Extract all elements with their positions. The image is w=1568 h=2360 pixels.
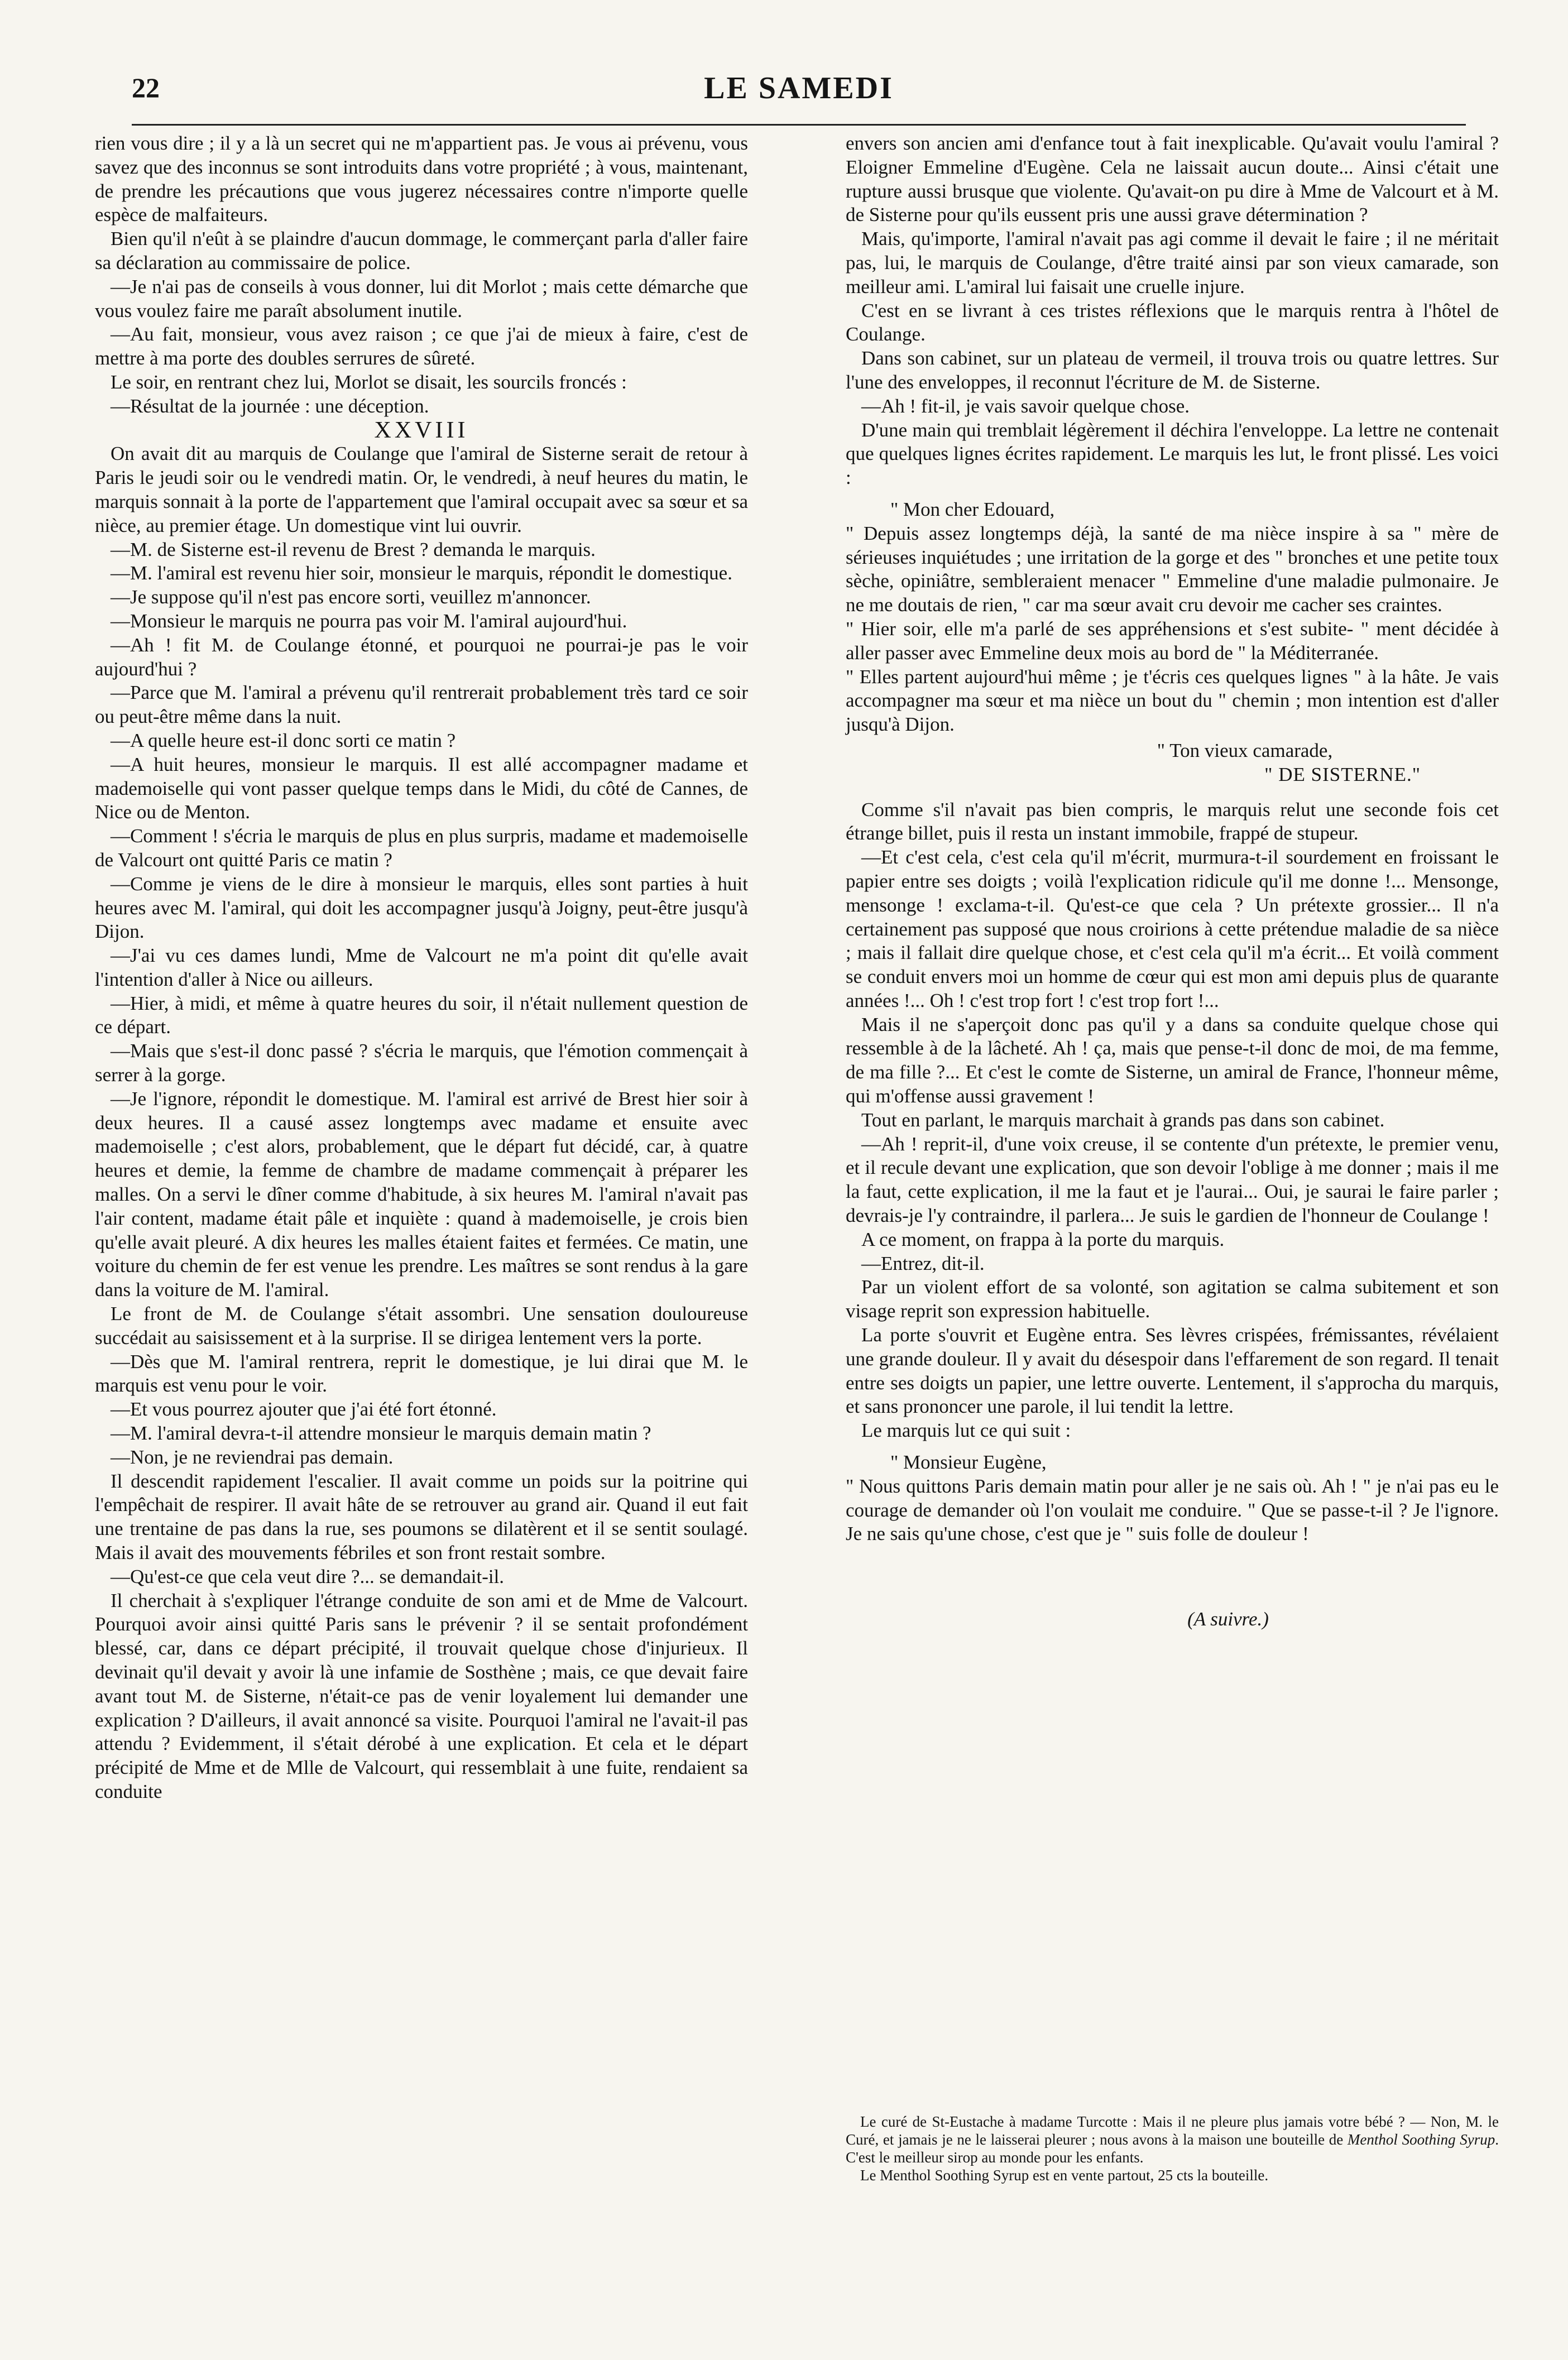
paragraph: On avait dit au marquis de Coulange que l'amiral de Sisterne serait de retour à Paris le jeudi soir ou le vendredi matin. Or, le vendredi, à neuf heures du matin, le marquis sonnait à la porte de l'appartement que l'amiral occupait avec sa sœur et sa nièce, au premier étage. Un domestique vint lui ouvrir. <box>95 443 748 536</box>
paragraph: Le front de M. de Coulange s'était assombri. Une sensation douloureuse succédait au saisissement et à la surprise. Il se dirigea lentement vers la porte. <box>95 1303 748 1349</box>
paragraph: La porte s'ouvrit et Eugène entra. Ses lèvres crispées, frémissantes, révélaient une grande douleur. Il y avait du désespoir dans l'effarement de son regard. Il tenait entre ses doigts un papier, une lettre ouverte. Lentement, il s'approcha du marquis, et sans prononcer une parole, il lui tendit la lettre. <box>846 1324 1499 1418</box>
paragraph: —Non, je ne reviendrai pas demain. <box>111 1446 394 1468</box>
product-name: Menthol Soothing Syrup <box>1347 2131 1495 2148</box>
paragraph: Comme s'il n'avait pas bien compris, le marquis relut une seconde fois cet étrange billet, puis il resta un instant immobile, frappé de stupeur. <box>846 798 1499 845</box>
paragraph: —Résultat de la journée : une déception. <box>111 395 429 417</box>
letter-paragraph: " Elles partent aujourd'hui même ; je t'écris ces quelques lignes " à la hâte. Je vais accompagner ma sœur et ma nièce un bout du " chemin ; mon intention est d'aller jusqu'à Dijon. <box>846 665 1499 736</box>
paragraph: A ce moment, on frappa à la porte du marquis. <box>861 1228 1225 1250</box>
letter-paragraph: " Hier soir, elle m'a parlé de ses appréhensions et s'est subite- " ment décidée à aller passer avec Emmeline deux mois au bord de " la Méditerranée. <box>846 617 1499 664</box>
paragraph: D'une main qui tremblait légèrement il déchira l'enveloppe. La lettre ne contenait que quelques lignes écrites rapidement. Le marquis les lut, le front plissé. Les voici : <box>846 419 1499 489</box>
paragraph: Bien qu'il n'eût à se plaindre d'aucun dommage, le commerçant parla d'aller faire sa déclaration au commissaire de police. <box>95 228 748 274</box>
paragraph: Il descendit rapidement l'escalier. Il avait comme un poids sur la poitrine qui l'empêchait de respirer. Il avait hâte de se retrouver au grand air. Quand il eut fait une trentaine de pas dans la rue, ses poumons se dilatèrent et il se sentit soulagé. Mais il avait des mouvements fébriles et son front restait sombre. <box>95 1470 748 1564</box>
paragraph: —Qu'est-ce que cela veut dire ?... se demandait-il. <box>111 1565 505 1587</box>
to-be-continued: (A suivre.) <box>1187 1608 1269 1630</box>
paragraph: Le soir, en rentrant chez lui, Morlot se disait, les sourcils froncés : <box>111 371 627 393</box>
letter-signature: " DE SISTERNE." <box>1264 763 1421 785</box>
letter-paragraph: " Nous quittons Paris demain matin pour aller je ne sais où. Ah ! " je n'ai pas eu le courage de demander où l'on voulait me conduire. " Que se passe-t-il ? Je l'ignore. Je ne sais qu'une chose, c'est que je " suis folle de douleur ! <box>846 1475 1499 1545</box>
paragraph: —A huit heures, monsieur le marquis. Il est allé accompagner madame et mademoiselle qui vont passer quelque temps dans le Midi, du côté de Cannes, de Nice ou de Menton. <box>95 753 748 823</box>
emmeline-letter <box>846 1451 1499 1546</box>
letter-closing: " Ton vieux camarade, <box>1157 739 1333 761</box>
notice-price: Le Menthol Soothing Syrup est en vente partout, 25 cts la bouteille. <box>860 2167 1269 2184</box>
paragraph: —Et c'est cela, c'est cela qu'il m'écrit, murmura-t-il sourdement en froissant le papier entre ses doigts ; voilà l'explication ridicule qu'il me donne !... Mensonge, mensonge ! exclama-t-il. Qu'est-ce que cela ? Un prétexte grossier... Il n'a certainement pas supposé que nous croirions à cette prétendue maladie de sa nièce ; mais il fallait dire quelque chose, et c'est cela qu'il m'a écrit... Et voilà comment se conduit envers moi un homme de cœur qui est mon ami depuis plus de quarante années !... Oh ! c'est trop fort ! c'est trop fort !... <box>846 846 1499 1011</box>
paragraph: —A quelle heure est-il donc sorti ce matin ? <box>111 729 456 751</box>
paragraph: —Je suppose qu'il n'est pas encore sorti, veuillez m'annoncer. <box>111 586 591 608</box>
paragraph: —M. l'amiral est revenu hier soir, monsieur le marquis, répondit le domestique. <box>111 562 732 584</box>
paragraph: Le marquis lut ce qui suit : <box>861 1419 1071 1442</box>
letter-salutation: " Monsieur Eugène, <box>890 1451 1047 1474</box>
paragraph: —Je l'ignore, répondit le domestique. M. l'amiral est arrivé de Brest hier soir à deux heures. Il a causé assez longtemps avec madame et ensuite avec mademoiselle ; c'est alors, probablement, que le départ fut décidé, car, à quatre heures et demie, la femme de chambre de madame commençait à préparer les malles. On a servi le dîner comme d'habitude, à six heures M. l'amiral n'avait pas l'air content, madame était pâle et inquiète : quand à mademoiselle, je crois bien qu'elle avait pleuré. A dix heures les malles étaient faites et fermées. Ce matin, une voiture du chemin de fer est venue les prendre. Les maîtres se sont rendus à la gare dans la voiture de M. l'amiral. <box>95 1087 748 1301</box>
spacer <box>846 787 1499 798</box>
paragraph: —M. l'amiral devra-t-il attendre monsieur le marquis demain matin ? <box>111 1422 651 1445</box>
publication-title: LE SAMEDI <box>704 71 894 105</box>
paragraph: —M. de Sisterne est-il revenu de Brest ? demanda le marquis. <box>111 538 596 560</box>
paragraph: —Mais que s'est-il donc passé ? s'écria le marquis, que l'émotion commençait à serrer à la gorge. <box>95 1040 748 1086</box>
paragraph: C'est en se livrant à ces tristes réflexions que le marquis rentra à l'hôtel de Coulange. <box>846 299 1499 346</box>
letter-paragraph: " Depuis assez longtemps déjà, la santé de ma nièce inspire à sa " mère de sérieuses inquiétudes ; une irritation de la gorge et des " bronches et une petite toux sèche, opiniâtre, sembleraient menacer " Emmeline d'une maladie pulmonaire. Je ne me doutais de rien, " car ma sœur avait cru devoir me cacher ses craintes. <box>846 522 1499 616</box>
right-column <box>846 132 1499 1632</box>
paragraph: —Comment ! s'écria le marquis de plus en plus surpris, madame et mademoiselle de Valcourt ont quitté Paris ce matin ? <box>95 825 748 871</box>
header-rule <box>132 124 1466 126</box>
notice-text-part: . C'est le meilleur sirop au monde pour les enfants. <box>846 2131 1499 2166</box>
paragraph: Il cherchait à s'expliquer l'étrange conduite de son ami et de Mme de Valcourt. Pourquoi avoir ainsi quitté Paris sans le prévenir ? il se sentait profondément blessé, car, dans ce départ précipité, il trouvait quelque chose d'injurieux. Il devinait qu'il devait y avoir là une infamie de Sosthène ; mais, ce que devait faire avant tout M. de Sisterne, n'était-ce pas de venir loyalement lui demander une explication ? D'ailleurs, il avait annoncé sa visite. Pourquoi l'amiral ne l'avait-il pas attendu ? Evidemment, il s'était dérobé à une explication. Et cela et le départ précipité de Mme et de Mlle de Valcourt, qui ressemblait à une fuite, rendaient sa conduite <box>95 1589 748 1802</box>
paragraph: Par un violent effort de sa volonté, son agitation se calma subitement et son visage reprit son expression habituelle. <box>846 1276 1499 1322</box>
advertisement-notice <box>846 2113 1499 2184</box>
paragraph: —Comme je viens de le dire à monsieur le marquis, elles sont parties à huit heures avec M. l'amiral, qui doit les accompagner jusqu'à Joigny, peut-être jusqu'à Dijon. <box>95 872 748 943</box>
page-number: 22 <box>132 72 160 103</box>
paragraph: —Je n'ai pas de conseils à vous donner, lui dit Morlot ; mais cette démarche que vous voulez faire me paraît absolument inutile. <box>95 275 748 322</box>
notice-text <box>846 2113 1499 2166</box>
paragraph: —Hier, à midi, et même à quatre heures du soir, il n'était nullement question de ce départ. <box>95 992 748 1038</box>
paragraph: Mais il ne s'aperçoit donc pas qu'il y a dans sa conduite quelque chose qui ressemble à de la lâcheté. Ah ! ça, mais que pense-t-il donc de moi, de ma femme, de ma fille ?... Et c'est le comte de Sisterne, un amiral de France, l'honneur même, qui m'offense aussi gravement ! <box>846 1013 1499 1107</box>
paragraph: —Monsieur le marquis ne pourra pas voir M. l'amiral aujourd'hui. <box>111 610 627 632</box>
paragraph: —Au fait, monsieur, vous avez raison ; ce que j'ai de mieux à faire, c'est de mettre à ma porte des doubles serrures de sûreté. <box>95 323 748 370</box>
paragraph: —Et vous pourrez ajouter que j'ai été fort étonné. <box>111 1398 497 1421</box>
admiral-letter <box>846 498 1499 787</box>
paragraph: Mais, qu'importe, l'amiral n'avait pas agi comme il devait le faire ; il ne méritait pas, lui, le marquis de Coulange, d'être traité ainsi par son vieux camarade, son meilleur ami. L'amiral lui faisait une cruelle injure. <box>846 228 1499 298</box>
paragraph: —Entrez, dit-il. <box>861 1252 985 1274</box>
paragraph: rien vous dire ; il y a là un secret qui ne m'appartient pas. Je vous ai prévenu, vous savez que des inconnus se sont introduits dans votre propriété ; à vous, maintenant, de prendre les précautions que vous jugerez nécessaires contre n'importe quelle espèce de malfaiteurs. <box>95 132 748 226</box>
paragraph: —Ah ! fit-il, je vais savoir quelque chose. <box>861 395 1190 417</box>
paragraph: —J'ai vu ces dames lundi, Mme de Valcourt ne m'a point dit qu'elle avait l'intention d'aller à Nice ou ailleurs. <box>95 944 748 990</box>
paragraph: —Parce que M. l'amiral a prévenu qu'il rentrerait probablement très tard ce soir ou peut-être même dans la nuit. <box>95 682 748 728</box>
paragraph: envers son ancien ami d'enfance tout à fait inexplicable. Qu'avait voulu l'amiral ? Eloigner Emmeline d'Eugène. Cela ne laissait aucun doute... Ainsi c'était une rupture aussi brusque que violente. Qu'avait-on pu dire à Mme de Valcourt et à M. de Sisterne pour qu'ils eussent pris une aussi grave détermination ? <box>846 132 1499 226</box>
left-column <box>95 132 748 1804</box>
paragraph: Dans son cabinet, sur un plateau de vermeil, il trouva trois ou quatre lettres. Sur l'une des enveloppes, il reconnut l'écriture de M. de Sisterne. <box>846 347 1499 393</box>
paragraph: Tout en parlant, le marquis marchait à grands pas dans son cabinet. <box>861 1109 1385 1131</box>
chapter-heading: XXVIII <box>374 417 469 443</box>
notice-text-part: Le curé de St-Eustache à madame Turcotte : Mais il ne pleure plus jamais votre bébé ? — Non, M. le Curé, et jamais je ne le laisserai pleurer ; nous avons à la maison une bouteille de <box>846 2113 1499 2148</box>
paragraph: —Ah ! fit M. de Coulange étonné, et pourquoi ne pourrai-je pas le voir aujourd'hui ? <box>95 634 748 680</box>
paragraph: —Ah ! reprit-il, d'une voix creuse, il se contente d'un prétexte, le premier venu, et il recule devant une explication, que son devoir l'oblige à me donner ; mais il me la faut, cette explication, il me la faut et je l'aurai... Oui, je saurai le faire parler ; devrais-je l'y contraindre, il parlera... Je suis le gardien de l'honneur de Coulange ! <box>846 1133 1499 1227</box>
letter-salutation: " Mon cher Edouard, <box>890 498 1055 520</box>
page-header <box>132 66 1466 111</box>
paragraph: —Dès que M. l'amiral rentrera, reprit le domestique, je lui dirai que M. le marquis est venu pour le voir. <box>95 1350 748 1397</box>
